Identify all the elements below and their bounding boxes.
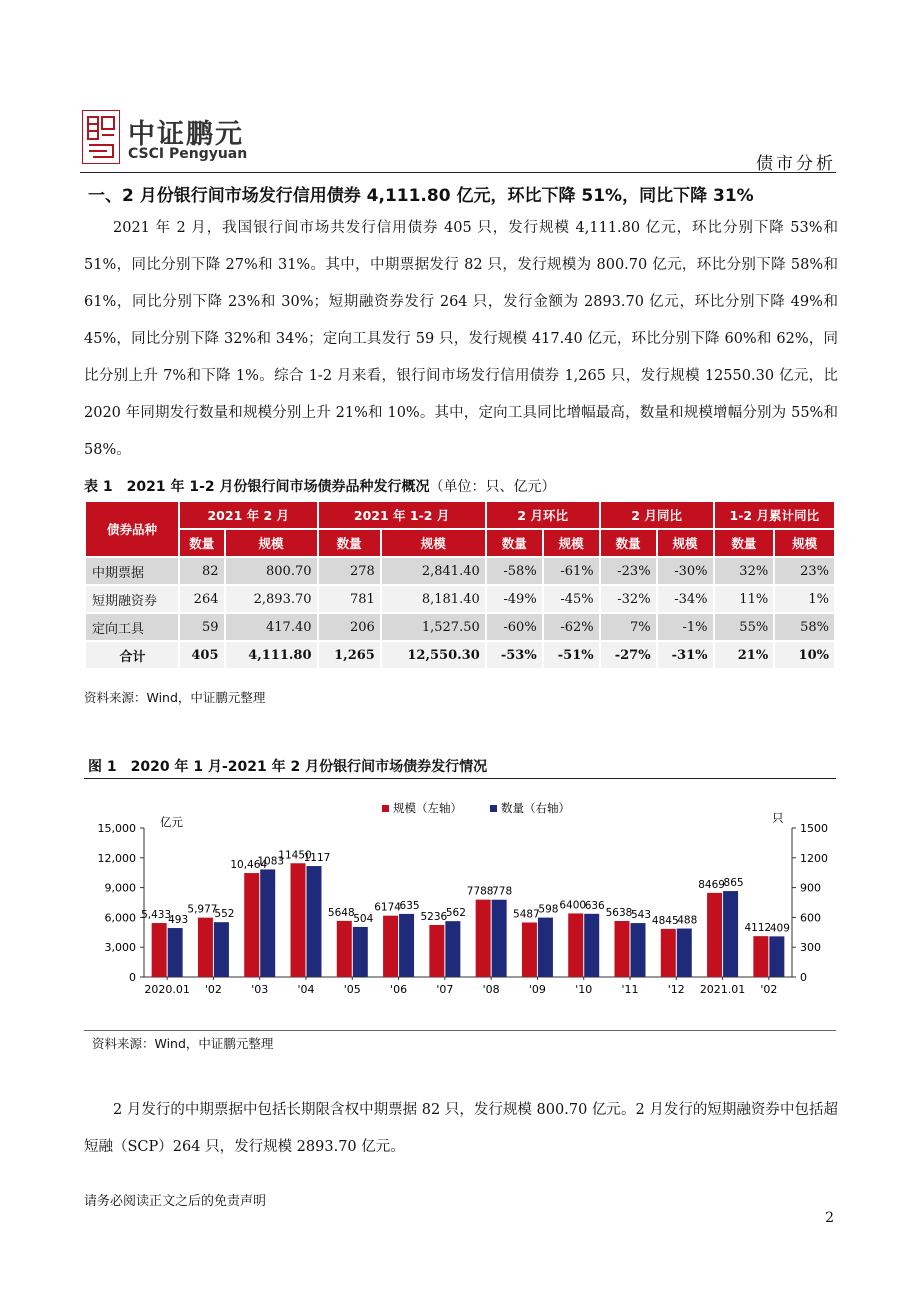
body-paragraph-2 <box>84 1092 838 1166</box>
table-cell: -27% <box>601 642 656 668</box>
bar-count <box>723 891 738 977</box>
data-label-scale: 5236 <box>420 910 448 923</box>
data-label-count: 1117 <box>303 852 331 865</box>
data-label-scale: 6174 <box>374 901 401 914</box>
bar-scale <box>198 918 213 977</box>
x-tick-label: 2020.01 <box>144 983 190 996</box>
page-number: 2 <box>825 1210 834 1226</box>
bar-count <box>538 918 553 977</box>
table-cell: 10% <box>775 642 834 668</box>
bar-count <box>677 929 692 977</box>
table-cell: 800.70 <box>226 558 317 584</box>
data-label-count: 543 <box>630 909 652 922</box>
y-tick-label-right: 1500 <box>800 822 828 835</box>
data-label-count: 1083 <box>257 855 285 868</box>
data-label-count: 635 <box>399 899 420 912</box>
data-label-count: 493 <box>168 914 189 927</box>
bar-count <box>399 914 414 977</box>
data-label-scale: 8469 <box>698 878 725 891</box>
disclaimer-note: 请务必阅读正文之后的免责声明 <box>84 1194 267 1209</box>
x-tick-label: '12 <box>667 983 685 996</box>
table-row <box>86 614 834 640</box>
table-cell: 2,893.70 <box>226 586 317 612</box>
data-label-scale: 5,977 <box>187 903 218 916</box>
col-subheader: 数量 <box>487 530 542 556</box>
data-label-count: 552 <box>214 908 235 921</box>
logo-text-en: CSCI Pengyuan <box>128 146 248 162</box>
table-cell: 32% <box>715 558 774 584</box>
table-cell: 55% <box>715 614 774 640</box>
x-tick-label: '04 <box>297 983 315 996</box>
table-cell: -60% <box>487 614 542 640</box>
data-label-count: 504 <box>353 912 374 925</box>
x-tick-label: '07 <box>436 983 454 996</box>
body-paragraph-1 <box>84 210 838 469</box>
x-tick-label: '11 <box>621 983 639 996</box>
bar-count <box>260 869 275 977</box>
table-cell: -34% <box>658 586 713 612</box>
data-label-scale: 6400 <box>559 899 587 912</box>
y-tick-label-left: 0 <box>129 971 136 984</box>
table-cell: 59 <box>180 614 224 640</box>
table-cell: 1,265 <box>319 642 380 668</box>
header-divider <box>80 172 836 173</box>
data-label-scale: 11450 <box>278 849 312 862</box>
row-label: 定向工具 <box>86 614 178 640</box>
bar-count <box>307 866 322 977</box>
col-subheader: 规模 <box>775 530 834 556</box>
table-cell: 4,111.80 <box>226 642 317 668</box>
x-tick-label: '03 <box>251 983 269 996</box>
table-cell: -51% <box>544 642 599 668</box>
table-total-row <box>86 642 834 668</box>
table-cell: 206 <box>319 614 380 640</box>
bar-count <box>769 936 784 977</box>
bar-scale <box>337 921 352 977</box>
x-tick-label: '10 <box>575 983 593 996</box>
table-cell: -1% <box>658 614 713 640</box>
col-header-type: 债券品种 <box>86 502 178 556</box>
table-cell: -58% <box>487 558 542 584</box>
logo-emblem-icon <box>82 110 120 164</box>
row-label: 合计 <box>86 642 178 668</box>
section-heading: 一、2 月份银行间市场发行信用债券 4,111.80 亿元，环比下降 51%，同比下降 31% <box>88 186 754 206</box>
x-tick-label: 2021.01 <box>699 983 746 996</box>
table-caption <box>84 476 556 496</box>
table-cell: 2,841.40 <box>382 558 485 584</box>
bar-scale <box>244 873 259 977</box>
table-row <box>86 558 834 584</box>
col-group-header: 2 月同比 <box>601 502 713 528</box>
y-tick-label-right: 1200 <box>800 851 828 865</box>
data-label-scale: 5638 <box>605 906 633 919</box>
section-label: 债市分析 <box>756 154 836 174</box>
table-cell: 7% <box>601 614 656 640</box>
table-cell: 781 <box>319 586 380 612</box>
legend-label-scale: 规模（左轴） <box>393 801 462 815</box>
table-cell: 278 <box>319 558 380 584</box>
bar-count <box>492 900 507 977</box>
data-label-scale: 10,464 <box>230 859 268 872</box>
legend-swatch-count <box>490 805 497 812</box>
x-tick-label: '05 <box>343 983 361 996</box>
data-label-scale: 5,433 <box>141 909 172 922</box>
col-group-header: 2 月环比 <box>487 502 599 528</box>
bar-scale <box>429 925 444 977</box>
bar-count <box>168 928 183 977</box>
col-subheader: 规模 <box>382 530 485 556</box>
data-label-count: 409 <box>769 922 790 935</box>
col-subheader: 数量 <box>601 530 656 556</box>
bar-scale <box>661 929 676 977</box>
bar-count <box>584 914 599 977</box>
col-subheader: 数量 <box>180 530 224 556</box>
table-cell: 21% <box>715 642 774 668</box>
table-caption-unit: （单位：只、亿元） <box>429 479 556 495</box>
figure-bottom-divider <box>84 1030 836 1031</box>
table-source: 资料来源：Wind，中证鹏元整理 <box>84 690 266 705</box>
y-axis-left-label: 亿元 <box>160 815 183 829</box>
bar-scale <box>753 936 768 977</box>
issuance-bar-chart <box>84 790 836 1010</box>
data-label-scale: 4112 <box>744 922 772 935</box>
col-subheader: 数量 <box>319 530 380 556</box>
bar-count <box>353 927 368 977</box>
data-label-count: 778 <box>492 885 513 898</box>
bar-count <box>214 922 229 977</box>
col-subheader: 规模 <box>226 530 317 556</box>
data-label-count: 488 <box>677 914 698 927</box>
table-cell: -23% <box>601 558 656 584</box>
table-cell: 82 <box>180 558 224 584</box>
table-row <box>86 586 834 612</box>
data-label-count: 598 <box>538 903 559 916</box>
chart-data-labels <box>141 849 790 934</box>
table-cell: 12,550.30 <box>382 642 485 668</box>
table-cell: -30% <box>658 558 713 584</box>
x-tick-label: '06 <box>390 983 408 996</box>
bar-count <box>445 921 460 977</box>
y-tick-label-left: 12,000 <box>97 851 136 865</box>
issuance-table <box>84 500 836 670</box>
data-label-scale: 4845 <box>651 914 679 927</box>
y-tick-label-right: 600 <box>800 911 821 925</box>
x-tick-label: '02 <box>204 983 222 996</box>
figure-top-divider <box>84 778 836 779</box>
bar-scale <box>615 921 630 977</box>
x-tick-label: '08 <box>482 983 500 996</box>
table-cell: -31% <box>658 642 713 668</box>
table-cell: 417.40 <box>226 614 317 640</box>
x-tick-label: '02 <box>760 983 778 996</box>
y-tick-label-left: 3,000 <box>104 941 136 955</box>
bar-scale <box>707 893 722 977</box>
table-cell: 58% <box>775 614 834 640</box>
legend-swatch-scale <box>382 805 389 812</box>
col-group-header: 2021 年 1-2 月 <box>319 502 485 528</box>
legend-label-count: 数量（右轴） <box>501 801 570 815</box>
table-cell: -62% <box>544 614 599 640</box>
data-label-count: 636 <box>584 899 605 912</box>
data-label-scale: 5648 <box>327 906 355 919</box>
figure-caption: 图 1 2020 年 1 月-2021 年 2 月份银行间市场债券发行情况 <box>88 759 488 775</box>
row-label: 中期票据 <box>86 558 178 584</box>
figure-source: 资料来源：Wind，中证鹏元整理 <box>92 1036 274 1051</box>
data-label-scale: 5487 <box>513 908 540 921</box>
table-cell: 23% <box>775 558 834 584</box>
col-subheader: 规模 <box>544 530 599 556</box>
paragraph-text: 2021 年 2 月，我国银行间市场共发行信用债券 405 只，发行规模 4,111.80 亿元，环比分别下降 53%和 51%，同比分别下降 27%和 31%。其中，中期票据发行 82 只，发行规模为 800.70 亿元，环比分别下降 58%和 61%，同比分别下降 23%和 30%；短期融资券发行 264 只，发行金额为 2893.70 亿元，环比分别下降 49%和 45%，同比分别下降 32%和 34%；定向工具发行 59 只，发行规模 417.40 亿元，环比分别下降 60%和 62%，同比分别上升 7%和下降 1%。综合 1-2 月来看，银行间市场发行信用债券 1,265 只，发行规模 12550.30 亿元，比 2020 年同期发行数量和规模分别上升 21%和 10%。其中，定向工具同比增幅最高，数量和规模增幅分别为 55%和 58%。 <box>84 220 838 458</box>
table-cell: -32% <box>601 586 656 612</box>
bar-scale <box>568 913 583 977</box>
table-cell: -61% <box>544 558 599 584</box>
data-label-scale: 7788 <box>466 885 494 898</box>
y-tick-label-right: 0 <box>800 971 807 984</box>
table-caption-title: 表 1 2021 年 1-2 月份银行间市场债券品种发行概况 <box>84 479 430 495</box>
logo-text-cn: 中证鹏元 <box>128 119 244 150</box>
col-subheader: 数量 <box>715 530 774 556</box>
y-tick-label-left: 6,000 <box>104 911 136 925</box>
table-cell: -53% <box>487 642 542 668</box>
col-group-header: 1-2 月累计同比 <box>715 502 835 528</box>
y-tick-label-left: 9,000 <box>104 881 136 895</box>
bar-scale <box>383 916 398 977</box>
table-cell: -45% <box>544 586 599 612</box>
table-cell: 8,181.40 <box>382 586 485 612</box>
paragraph-text: 2 月发行的中期票据中包括长期限含权中期票据 82 只，发行规模 800.70 亿元。2 月发行的短期融资券中包括超短融（SCP）264 只，发行规模 2893.70 亿元。 <box>84 1102 838 1155</box>
x-tick-label: '09 <box>528 983 546 996</box>
bar-scale <box>476 900 491 977</box>
bar-scale <box>152 923 167 977</box>
table-cell: 405 <box>180 642 224 668</box>
table-cell: -49% <box>487 586 542 612</box>
y-tick-label-right: 300 <box>800 941 821 955</box>
table-cell: 264 <box>180 586 224 612</box>
col-subheader: 规模 <box>658 530 713 556</box>
table-cell: 1,527.50 <box>382 614 485 640</box>
bar-scale <box>522 922 537 977</box>
table-cell: 11% <box>715 586 774 612</box>
data-label-count: 865 <box>723 877 744 890</box>
col-group-header: 2021 年 2 月 <box>180 502 317 528</box>
data-label-count: 562 <box>445 907 466 920</box>
y-tick-label-right: 900 <box>800 881 821 895</box>
bar-scale <box>291 863 306 977</box>
row-label: 短期融资券 <box>86 586 178 612</box>
table-cell: 1% <box>775 586 834 612</box>
y-axis-right-label: 只 <box>772 811 784 825</box>
bar-count <box>631 923 646 977</box>
y-tick-label-left: 15,000 <box>97 822 136 835</box>
chart-legend <box>382 801 570 815</box>
